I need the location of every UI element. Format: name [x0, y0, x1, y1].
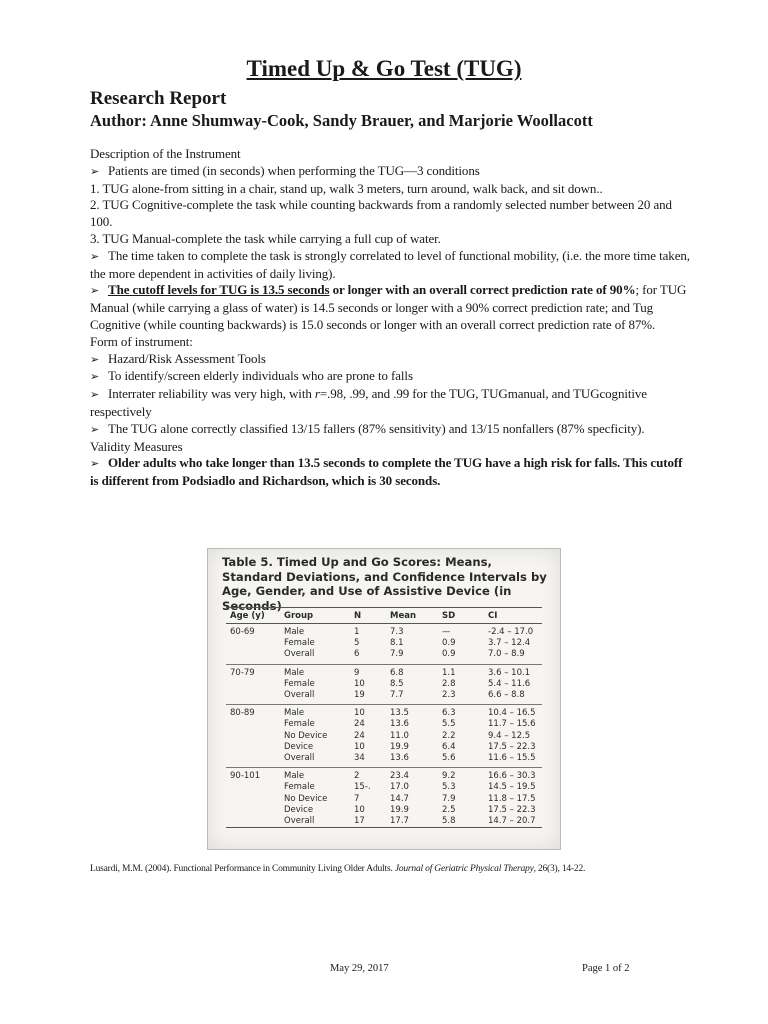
table-cell-sd: 5.3 [442, 782, 456, 793]
table-cell-ci: 5.4 – 11.6 [488, 678, 531, 689]
age-group-cell [226, 638, 280, 649]
table-cell-sd: 2.8 [442, 678, 456, 689]
table-cell-n: 6 [350, 649, 386, 664]
table-cell-group: Device [284, 804, 314, 815]
table-cell-n: 10 [354, 741, 365, 752]
table-cell-n: 7 [354, 793, 360, 804]
table-cell-n: 9 [354, 667, 360, 678]
table-cell-mean: 17.7 [386, 816, 438, 828]
table-cell-group: Male [284, 627, 305, 637]
table-cell-sd: 2.2 [442, 730, 456, 741]
tug-scores-table [226, 607, 542, 828]
table-cell-mean: 17.0 [390, 782, 409, 793]
footer-date: May 29, 2017 [330, 963, 389, 974]
arrow-bullet-icon: ➢ [90, 249, 100, 263]
table-header-row [226, 608, 542, 624]
table-cell-sd: 6.4 [442, 741, 456, 752]
table-row [226, 742, 542, 753]
table-cell-sd: 7.9 [442, 793, 456, 804]
table-row [226, 679, 542, 690]
bullet-text: Patients are timed (in seconds) when performing the TUG—3 conditions [108, 162, 480, 178]
table-cell-sd: 2.3 [438, 690, 484, 705]
age-group-cell [226, 679, 280, 690]
table-row [226, 794, 542, 805]
table-row [226, 719, 542, 730]
table-cell-ci: 14.7 – 20.7 [484, 816, 542, 828]
age-group-cell: 80-89 [230, 708, 255, 719]
table-cell-group: No Device [284, 730, 328, 741]
table-cell-ci: 6.6 – 8.8 [484, 690, 542, 705]
table-cell-group: Male [284, 771, 305, 782]
age-group-cell [226, 649, 280, 664]
table-cell-group: Female [284, 719, 315, 730]
scanned-table-image [207, 548, 561, 850]
table-cell-n: 10 [354, 678, 365, 689]
table-cell-ci: 3.7 – 12.4 [488, 638, 531, 649]
table-cell-group: Overall [280, 690, 350, 705]
table-cell-n: 2 [354, 771, 360, 782]
table-cell-mean: 13.6 [390, 719, 409, 730]
table-row [226, 753, 542, 768]
age-group-cell: 70-79 [230, 667, 255, 678]
column-header: SD [438, 608, 484, 624]
validity-heading: Validity Measures [90, 438, 183, 454]
age-group-cell [226, 794, 280, 805]
bullet-text: The time taken to complete the task is strongly correlated to level of functional mobility, (i.e. the more time taken, the more dependent in activities of daily living). [90, 247, 690, 281]
table-row [226, 624, 542, 639]
table-cell-sd: 5.8 [438, 816, 484, 828]
table-caption: Table 5. Timed Up and Go Scores: Means, Standard Deviations, and Confidence Intervals by Age, Gender, and Use of Assistive Device (in Seconds) [222, 555, 547, 613]
r-symbol: r [314, 386, 320, 402]
page-title: Timed Up & Go Test (TUG) [246, 56, 522, 81]
table-row [226, 690, 542, 705]
table-cell-mean: 8.1 [390, 638, 404, 649]
table-cell-ci: 11.6 – 15.5 [484, 753, 542, 768]
table-cell-group: Female [284, 638, 315, 649]
age-group-cell [226, 816, 280, 828]
cutoff-highlight: The cutoff levels for TUG is 13.5 seconds [108, 282, 330, 298]
table-row [226, 664, 542, 679]
age-group-cell [226, 719, 280, 730]
journal-name: Journal of Geriatric Physical Therapy [394, 864, 534, 874]
table-cell-ci: 17.5 – 22.3 [488, 804, 536, 815]
arrow-bullet-icon: ➢ [90, 388, 100, 402]
bullet-text: The TUG alone correctly classified 13/15 fallers (87% sensitivity) and 13/15 nonfallers (87% specficity). [108, 420, 645, 436]
body-text [90, 146, 690, 490]
table-cell-ci: 7.0 – 8.9 [484, 649, 542, 664]
table-row [226, 768, 542, 783]
cutoff-bullet [90, 282, 690, 333]
table-cell-group: Male [284, 667, 305, 678]
table-cell-sd: 6.3 [442, 708, 456, 719]
table-cell-group: Overall [280, 816, 350, 828]
column-header: Mean [386, 608, 438, 624]
table-cell-n: 17 [350, 816, 386, 828]
arrow-bullet-icon: ➢ [90, 164, 100, 178]
age-group-cell [226, 690, 280, 705]
table-cell-ci: 10.4 – 16.5 [488, 708, 536, 719]
age-group-cell [226, 805, 280, 816]
table-cell-n: 10 [354, 804, 365, 815]
footer-page-number: Page 1 of 2 [582, 963, 630, 974]
bullet-text: To identify/screen elderly individuals who are prone to falls [108, 368, 413, 384]
table-cell-n: 34 [350, 753, 386, 768]
table-cell-mean: 7.3 [390, 627, 404, 637]
table-cell-n: 24 [354, 719, 365, 730]
table-cell-mean: 14.7 [390, 793, 409, 804]
table-row [226, 731, 542, 742]
table-cell-group: Overall [280, 649, 350, 664]
arrow-bullet-icon: ➢ [90, 370, 100, 384]
table-row [226, 816, 542, 828]
table-cell-n: 19 [350, 690, 386, 705]
citation [90, 864, 710, 874]
cutoff-bold-text: or longer with an overall correct prediction rate of 90% [329, 282, 636, 298]
table-cell-n: 10 [354, 708, 365, 719]
table-cell-mean: 19.9 [390, 804, 409, 815]
bullet-text: Older adults who take longer than 13.5 seconds to complete the TUG have a high risk for falls. This cutoff is different from Podsiadlo and Richardson, which is 30 seconds. [90, 455, 683, 489]
table-cell-sd: 2.5 [442, 804, 456, 815]
bullet-item [90, 368, 690, 386]
table-cell-sd: 0.9 [438, 649, 484, 664]
table-cell-n: 5 [354, 638, 360, 649]
table-cell-mean: 13.6 [386, 753, 438, 768]
bullet-text: =.98, .99, and .99 for the TUG, TUGmanual, and TUGcognitive respectively [90, 386, 647, 419]
table-cell-mean: 8.5 [390, 678, 404, 689]
column-header: Group [280, 608, 350, 624]
table-cell-mean: 7.9 [386, 649, 438, 664]
age-group-cell [226, 742, 280, 753]
table-cell-mean: 11.0 [390, 730, 409, 741]
citation-text: Lusardi, M.M. (2004). Functional Performance in Community Living Older Adults. [90, 864, 393, 874]
bullet-text: Hazard/Risk Assessment Tools [108, 350, 266, 366]
bullet-item [90, 163, 690, 181]
table-cell-sd: 5.6 [438, 753, 484, 768]
table-cell-mean: 6.8 [390, 667, 404, 678]
cutoff-text: ; for TUG Manual (while carrying a glass of water) is 14.5 seconds or longer with a 90% correct prediction rate; and Tug Cognitive (while counting backwards) is 15.0 seconds or longer with an overall correct prediction rate of 87%. [90, 282, 687, 332]
table-cell-mean: 13.5 [390, 708, 409, 719]
arrow-bullet-icon: ➢ [90, 457, 100, 471]
description-heading: Description of the Instrument [90, 146, 241, 161]
table-cell-mean: 7.7 [386, 690, 438, 705]
column-header: Age (y) [226, 608, 280, 624]
arrow-bullet-icon: ➢ [90, 284, 100, 298]
citation-details: , 26(3), 14-22. [533, 864, 586, 874]
table-cell-ci: 3.6 – 10.1 [488, 667, 531, 678]
table-row [226, 649, 542, 664]
table-row [226, 638, 542, 649]
bullet-text: Interrater reliability was very high, with [108, 386, 315, 402]
author-line: Author: Anne Shumway-Cook, Sandy Brauer, and Marjorie Woollacott [90, 111, 593, 130]
table-cell-mean: 19.9 [390, 741, 409, 752]
table-cell-sd: 5.5 [442, 719, 456, 730]
reliability-bullet [90, 386, 690, 421]
table-cell-ci: 11.8 – 17.5 [488, 793, 536, 804]
table-cell-ci: 11.7 – 15.6 [488, 719, 536, 730]
age-group-cell [226, 753, 280, 768]
table-cell-ci: -2.4 – 17.0 [488, 627, 534, 637]
age-group-cell [226, 731, 280, 742]
table-row [226, 782, 542, 793]
table-cell-sd: 0.9 [442, 638, 456, 649]
table-cell-n: 24 [354, 730, 365, 741]
arrow-bullet-icon: ➢ [90, 352, 100, 366]
table-row [226, 805, 542, 816]
table-cell-group: No Device [284, 793, 328, 804]
table-cell-ci: 17.5 – 22.3 [488, 741, 536, 752]
table-cell-group: Device [284, 741, 314, 752]
table-cell-mean: 23.4 [390, 771, 409, 782]
report-type-heading: Research Report [90, 88, 227, 109]
table-cell-sd: 1.1 [442, 667, 456, 678]
column-header: N [350, 608, 386, 624]
arrow-bullet-icon: ➢ [90, 422, 100, 436]
table-cell-group: Female [284, 782, 315, 793]
condition-1: 1. TUG alone-from sitting in a chair, stand up, walk 3 meters, turn around, walk back, and sit down.. [90, 180, 603, 196]
table-cell-n: 1 [354, 627, 360, 637]
table-cell-group: Male [284, 708, 305, 719]
bullet-item [90, 248, 690, 283]
table-cell-sd: 9.2 [442, 771, 456, 782]
age-group-cell [226, 782, 280, 793]
table-cell-group: Female [284, 678, 315, 689]
table-body [226, 624, 542, 828]
age-group-cell: 90-101 [230, 771, 261, 782]
bullet-item [90, 351, 690, 369]
table-cell-sd: — [442, 627, 451, 637]
bullet-item [90, 421, 690, 439]
condition-3: 3. TUG Manual-complete the task while carrying a full cup of water. [90, 230, 441, 246]
column-header: CI [484, 608, 542, 624]
table-cell-ci: 14.5 – 19.5 [488, 782, 536, 793]
age-group-cell: 60-69 [230, 627, 255, 637]
table-cell-n: 15-. [354, 782, 371, 793]
validity-bullet [90, 455, 690, 490]
table-cell-group: Overall [280, 753, 350, 768]
form-heading: Form of instrument: [90, 333, 193, 349]
table-cell-ci: 16.6 – 30.3 [488, 771, 536, 782]
table-cell-ci: 9.4 – 12.5 [488, 730, 531, 741]
condition-2: 2. TUG Cognitive-complete the task while counting backwards from a randomly selected number between 20 and 100. [90, 197, 672, 230]
table-row [226, 705, 542, 720]
